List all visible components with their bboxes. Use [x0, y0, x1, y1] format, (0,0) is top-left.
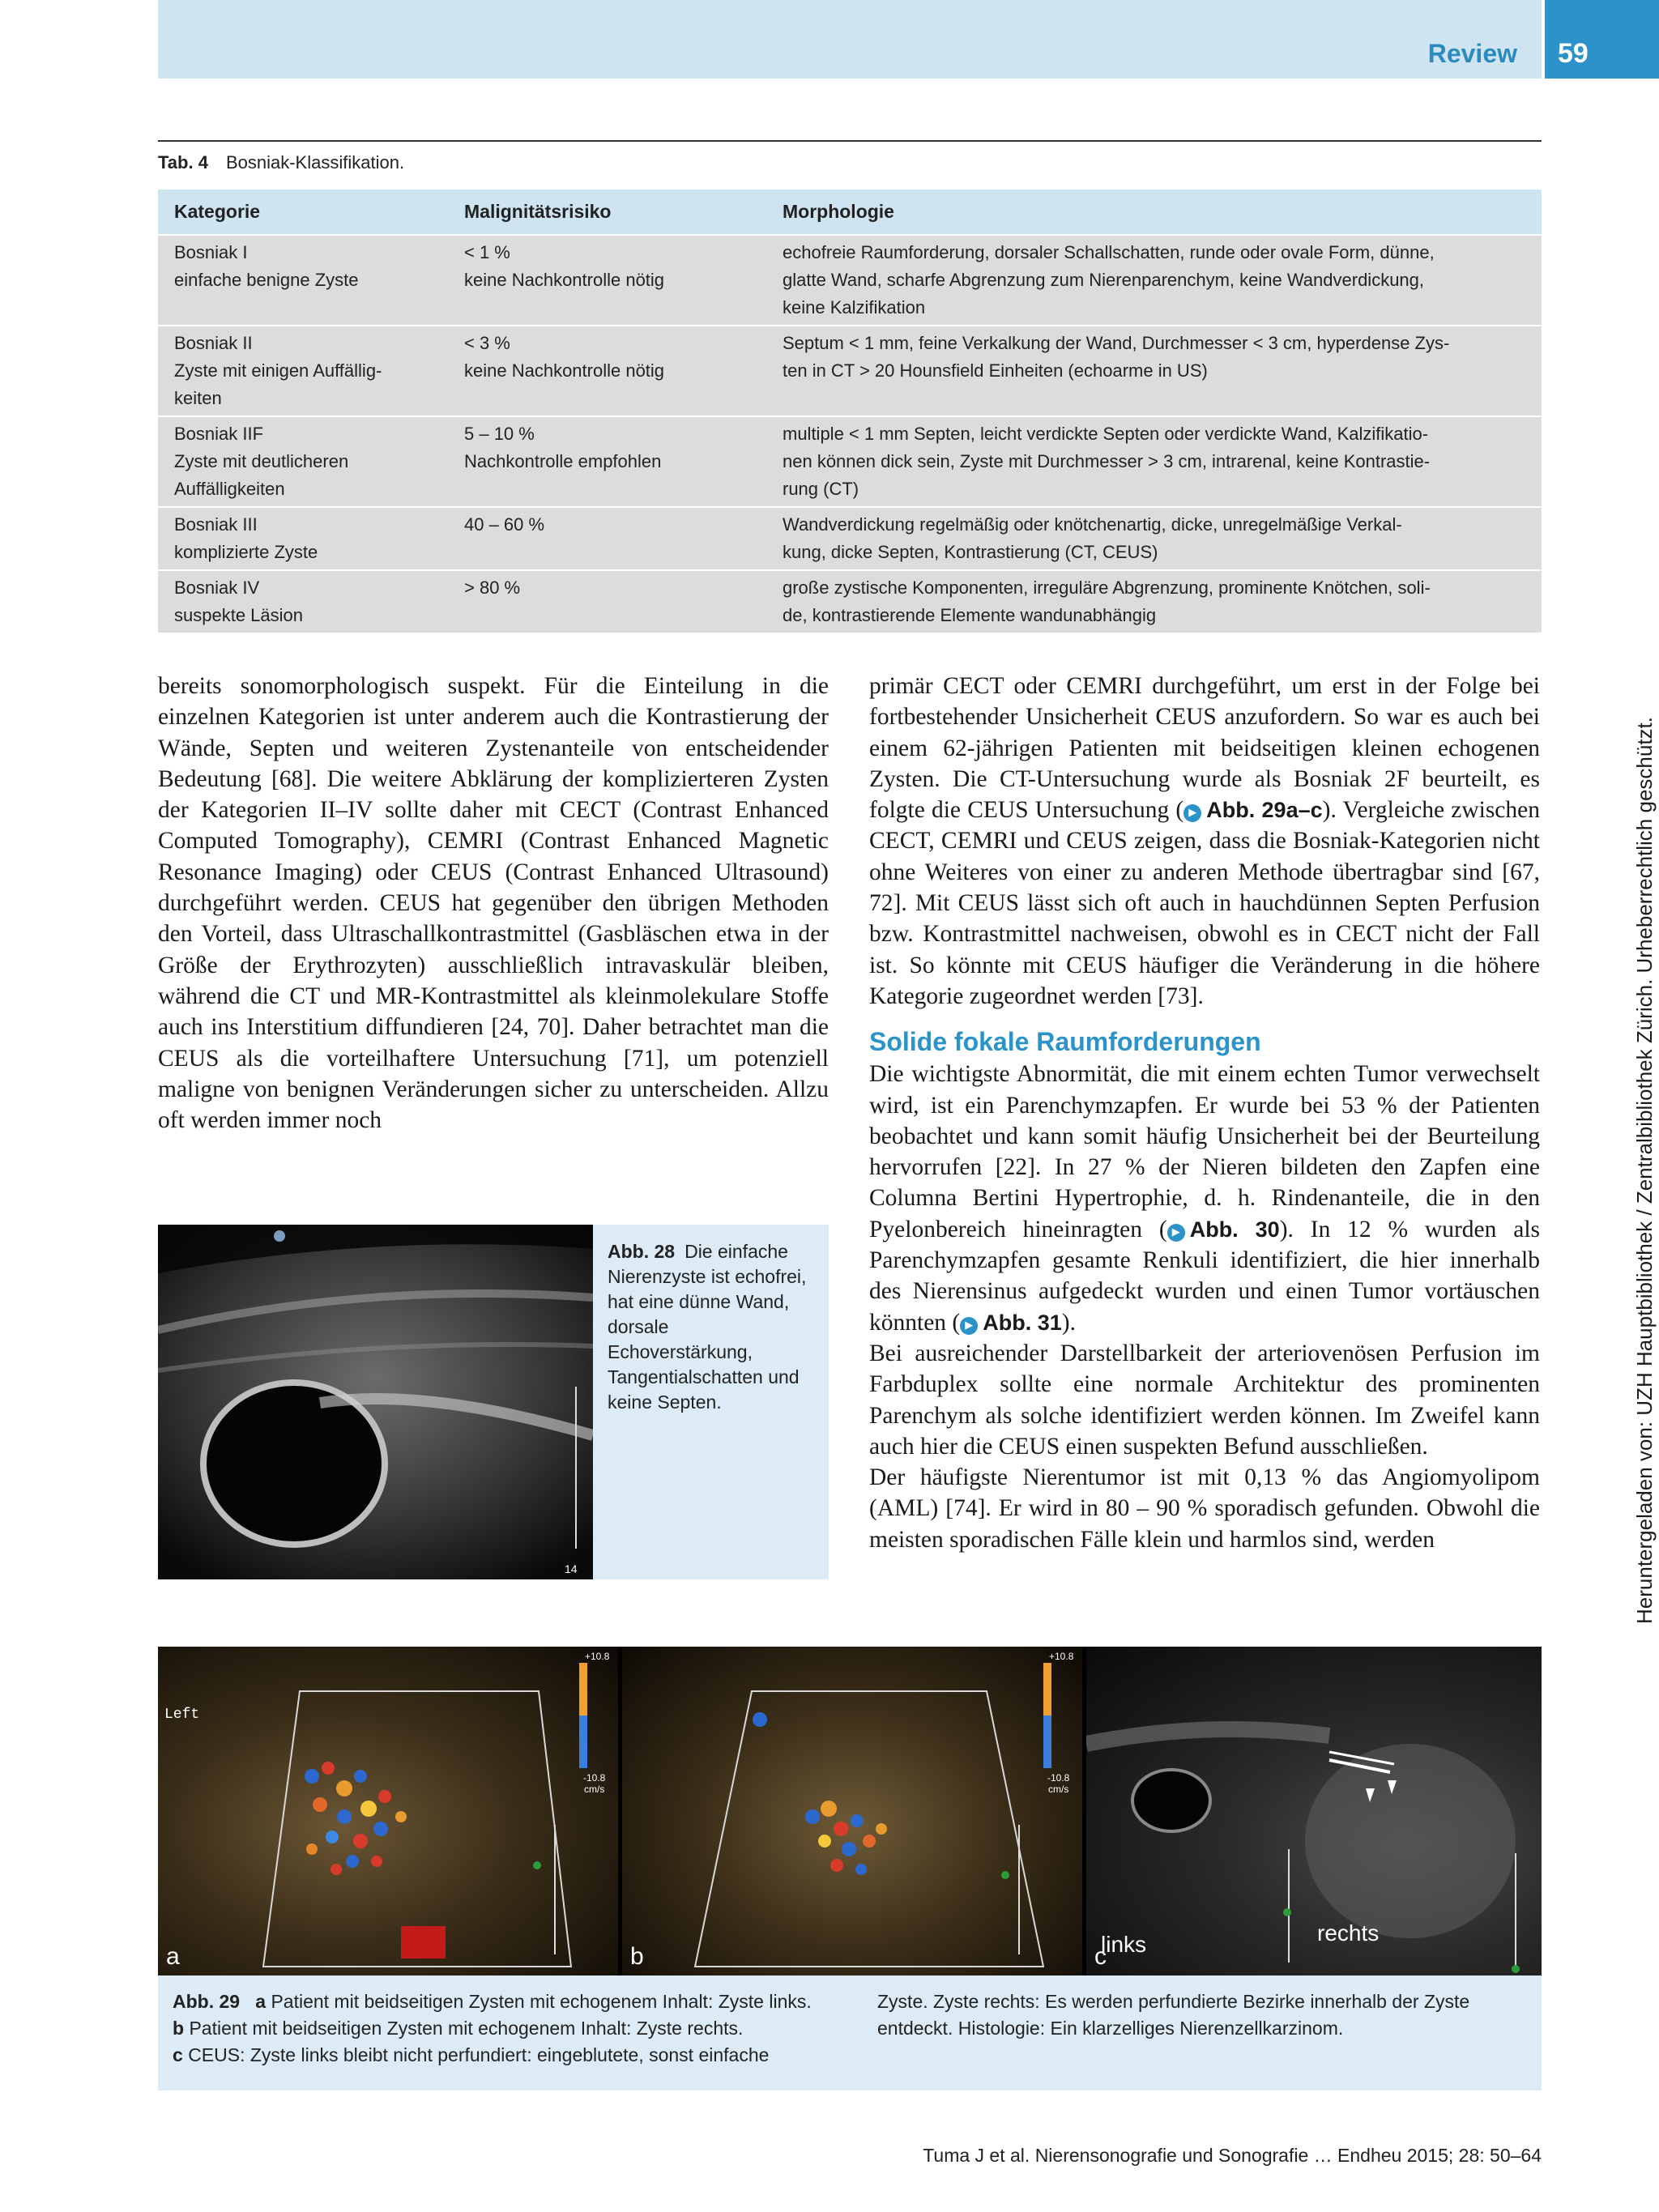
cell-line: Zyste mit deutlicheren — [174, 451, 349, 471]
reference-arrow-icon: ▶ — [960, 1317, 978, 1335]
cell-line: Bosniak II — [174, 333, 253, 353]
left-column — [158, 671, 829, 1136]
table-row — [158, 570, 1542, 633]
figure-29-label: Abb. 29 — [173, 1991, 241, 2012]
figure-29-caption-right: Zyste. Zyste rechts: Es werden perfundierte Bezirke innerhalb der Zyste entdeckt. Histologie: Ein klarzelliges Nierenzellkarzinom. — [877, 1991, 1470, 2039]
cell-line: nen können dick sein, Zyste mit Durchmesser > 3 cm, intrarenal, keine Kontrastie- — [783, 451, 1431, 471]
cell-line: > 80 % — [464, 578, 521, 598]
panel-a-side-label: Left — [164, 1707, 200, 1723]
cell-line: Zyste mit einigen Auffällig- — [174, 360, 382, 381]
cell-line: 5 – 10 % — [464, 424, 535, 444]
reference-arrow-icon: ▶ — [1183, 804, 1201, 822]
figure-29-panel-a — [158, 1647, 618, 1975]
cell-line: keiten — [174, 388, 222, 408]
figure-reference-link[interactable]: Abb. 30 — [1189, 1217, 1280, 1242]
cell-line: Nachkontrolle empfohlen — [464, 451, 662, 471]
bosniak-table — [158, 190, 1542, 633]
download-notice: Heruntergeladen von: UZH Hauptbibliothek / Zentralbibliothek Zürich. Urheberrechtlich geschützt. — [1632, 716, 1657, 1624]
table-top-rule — [158, 140, 1542, 142]
right-paragraph-3: Bei ausreichender Darstellbarkeit der arteriovenösen Perfusion im Farbduplex sollte eine normale Architektur des prominenten Parenchym als solche identifiziert werden können. Im Zweifel kann auch hier die CEUS einen suspekten Befund ausschließen. — [869, 1340, 1540, 1460]
section-title: Review — [1427, 39, 1517, 68]
cell-line: < 1 % — [464, 242, 510, 262]
right-paragraph-4: Der häufigste Nierentumor ist mit 0,13 % das Angiomyolipom (AML) [74]. Er wird in 80 – 90 % sporadisch gefunden. Obwohl die meisten sporadischen Fälle klein und harmlos sind, werden — [869, 1464, 1540, 1553]
left-paragraph: bereits sonomorphologisch suspekt. Für die Einteilung in die einzelnen Kategorien ist unter anderem auch die Kontrastierung der Wände, Septen und weiteren Zystenanteile von entscheidender Bedeutung [68]. Die weitere Abklärung der komplizierteren Zysten der Kategorien II–IV sollte daher mit CECT (Contrast Enhanced Computed Tomography), CEMRI (Contrast Enhanced Magnetic Resonance Imaging) oder CEUS (Contrast Enhanced Ultrasound) durchgeführt werden. CEUS hat gegenüber den übrigen Methoden den Vorteil, dass Ultraschallkontrastmittel (Gasbläschen etwa in der Größe der Erythrozyten) ausschließlich intravaskulär bleiben, während die CT und MR-Kontrastmittel als kleinmolekulare Stoffe auch ins Interstitium diffundieren [24, 70]. Daher betrachtet man die CEUS als die vorteilhaftere Untersuchung [71], um potenziell maligne von benignen Veränderungen sicher zu unterscheiden. Allzu oft werden immer noch — [158, 673, 829, 1134]
figure-29-caption-left: Abb. 29 a Patient mit beidseitigen Zysten mit echogenem Inhalt: Zyste links. b Patient mit beidseitigen Zysten mit echogenem Inhalt: Zyste rechts. c CEUS: Zyste links bleibt nicht perfundiert: eingeblutete, sonst einfache — [173, 1991, 812, 2065]
header-bar — [158, 0, 1542, 79]
color-scale-bottom: -10.8 — [583, 1772, 606, 1784]
figure-29-panel-c — [1086, 1647, 1542, 1975]
cell-line: keine Kalzifikation — [783, 297, 926, 318]
cell-line: komplizierte Zyste — [174, 542, 318, 562]
cell-line: einfache benigne Zyste — [174, 270, 359, 290]
figure-29-caption — [158, 1975, 1542, 2091]
doppler-drawing-b — [622, 1647, 1082, 1975]
figure-reference-link[interactable]: Abb. 31 — [983, 1310, 1062, 1335]
column-header-morphologie: Morphologie — [766, 190, 1542, 235]
table-cell-risiko — [448, 507, 766, 570]
panel-c-letter: c — [1094, 1943, 1107, 1970]
figure-29-images — [158, 1647, 1542, 1975]
right-paragraph-1: primär CECT oder CEMRI durchgeführt, um erst in der Folge bei fortbestehender Unsicherheit CEUS anzufordern. So war es auch bei einem 62-jährigen Patienten mit beidseitigen kleinen echogenen Zysten. Die CT-Untersuchung wurde als Bosniak 2F beurteilt, es folgte die CEUS Untersuchung ( ▶ Abb. 29a–c). Vergleiche zwischen CECT, CEMRI und CEUS zeigen, dass die Bosniak-Kategorien nicht ohne Weiteres von einer zu anderen Methode übertragbar sind [67, 72]. Mit CEUS lässt sich oft auch in hauchdünnen Septen Perfusion bzw. Kontrastmittel nachweisen, obwohl es in CECT nicht der Fall ist. So könnte mit CEUS häufiger die Veränderung in die höhere Kategorie zugeordnet werden [73]. — [869, 673, 1540, 1009]
cell-line: Wandverdickung regelmäßig oder knötchenartig, dicke, unregelmäßige Verkal- — [783, 514, 1402, 535]
panel-c-label-left: links — [1101, 1932, 1147, 1957]
panel-c-label-right: rechts — [1317, 1920, 1380, 1946]
color-scale-bottom: -10.8 — [1047, 1772, 1070, 1784]
table-caption-text: Bosniak-Klassifikation. — [225, 152, 405, 173]
cell-line: keine Nachkontrolle nötig — [464, 360, 665, 381]
table-label: Tab. 4 — [158, 152, 208, 173]
cell-line: multiple < 1 mm Septen, leicht verdickte Septen oder verdickte Wand, Kalzifikatio- — [783, 424, 1429, 444]
cell-line: Bosniak I — [174, 242, 248, 262]
table-cell-kategorie — [158, 570, 448, 633]
table-body — [158, 235, 1542, 633]
cell-line: Bosniak III — [174, 514, 258, 535]
table-row — [158, 235, 1542, 326]
table-cell-morphologie — [766, 235, 1542, 326]
page-footer: Tuma J et al. Nierensonografie und Sonografie … Endheu 2015; 28: 50–64 — [923, 2145, 1542, 2166]
table-cell-risiko — [448, 570, 766, 633]
reference-arrow-icon: ▶ — [1167, 1224, 1185, 1242]
cell-line: Septum < 1 mm, feine Verkalkung der Wand, Durchmesser < 3 cm, hyperdense Zys- — [783, 333, 1450, 353]
color-scale-unit: cm/s — [1048, 1784, 1069, 1795]
cell-line: keine Nachkontrolle nötig — [464, 270, 665, 290]
figure-28-caption — [593, 1225, 829, 1579]
cell-line: suspekte Läsion — [174, 605, 303, 625]
cell-line: kung, dicke Septen, Kontrastierung (CT, CEUS) — [783, 542, 1158, 562]
cell-line: ten in CT > 20 Hounsfield Einheiten (echoarme in US) — [783, 360, 1208, 381]
table-cell-risiko — [448, 416, 766, 507]
table-cell-risiko — [448, 326, 766, 416]
cell-line: Bosniak IIF — [174, 424, 264, 444]
figure-29-panel-b — [622, 1647, 1082, 1975]
cell-line: 40 – 60 % — [464, 514, 545, 535]
figure-28-ultrasound-image — [158, 1225, 593, 1579]
cell-line: < 3 % — [464, 333, 510, 353]
ceus-drawing-c — [1086, 1647, 1542, 1975]
cell-line: de, kontrastierende Elemente wandunabhängig — [783, 605, 1157, 625]
right-paragraph-2: Die wichtigste Abnormität, die mit einem echten Tumor verwechselt wird, ist ein Parenchymzapfen. Er wurde bei 53 % der Patienten beobachtet und kann somit häufig Unsicherheit bei der Beurteilung hervorrufen [22]. In 27 % der Nieren bildeten den Zapfen eine Columna Bertini Hypertrophie, d. h. Rindenanteile, die in den Pyelonbereich hineinragten ( ▶ Abb. 30). In 12 % wurden als Parenchymzapfen gesamte Renkuli identifiziert, die hier innerhalb des Nierensinus aufgedeckt wurden und einen Tumor vortäuschen könnten ( ▶ Abb. 31). — [869, 1061, 1540, 1336]
page-number: 59 — [1545, 0, 1659, 79]
table-cell-morphologie — [766, 326, 1542, 416]
color-scale-top: +10.8 — [585, 1651, 610, 1662]
image-annotation: 14 — [565, 1562, 578, 1575]
section-heading: Solide fokale Raumforderungen — [869, 1027, 1261, 1057]
table-cell-kategorie — [158, 507, 448, 570]
table-row — [158, 416, 1542, 507]
ultrasound-drawing — [158, 1225, 593, 1579]
table-cell-morphologie — [766, 570, 1542, 633]
column-header-kategorie: Kategorie — [158, 190, 448, 235]
table-cell-kategorie — [158, 235, 448, 326]
table-row — [158, 326, 1542, 416]
panel-a-letter: a — [166, 1943, 180, 1970]
panel-b-letter: b — [630, 1943, 644, 1970]
table-cell-morphologie — [766, 507, 1542, 570]
cell-line: große zystische Komponenten, irreguläre Abgrenzung, prominente Knötchen, soli- — [783, 578, 1431, 598]
figure-28-label: Abb. 28 — [608, 1241, 676, 1262]
table-cell-kategorie — [158, 416, 448, 507]
cell-line: glatte Wand, scharfe Abgrenzung zum Nierenparenchym, keine Wandverdickung, — [783, 270, 1425, 290]
table-cell-risiko — [448, 235, 766, 326]
column-header-risiko: Malignitätsrisiko — [448, 190, 766, 235]
table-cell-kategorie — [158, 326, 448, 416]
table-row — [158, 507, 1542, 570]
figure-28-caption-text: Die einfache Nierenzyste ist echofrei, hat eine dünne Wand, dorsale Echoverstärkung, Tangentialschatten und keine Septen. — [608, 1241, 807, 1413]
right-column — [869, 671, 1540, 1555]
color-scale-unit: cm/s — [584, 1784, 605, 1795]
cell-line: echofreie Raumforderung, dorsaler Schallschatten, runde oder ovale Form, dünne, — [783, 242, 1435, 262]
table-cell-morphologie — [766, 416, 1542, 507]
cell-line: Auffälligkeiten — [174, 479, 285, 499]
cell-line: rung (CT) — [783, 479, 859, 499]
table-caption — [158, 152, 404, 173]
table-header-row — [158, 190, 1542, 235]
cell-line: Bosniak IV — [174, 578, 260, 598]
color-scale-top: +10.8 — [1049, 1651, 1074, 1662]
doppler-drawing-a — [158, 1647, 618, 1975]
figure-reference-link[interactable]: Abb. 29a–c — [1206, 798, 1323, 823]
